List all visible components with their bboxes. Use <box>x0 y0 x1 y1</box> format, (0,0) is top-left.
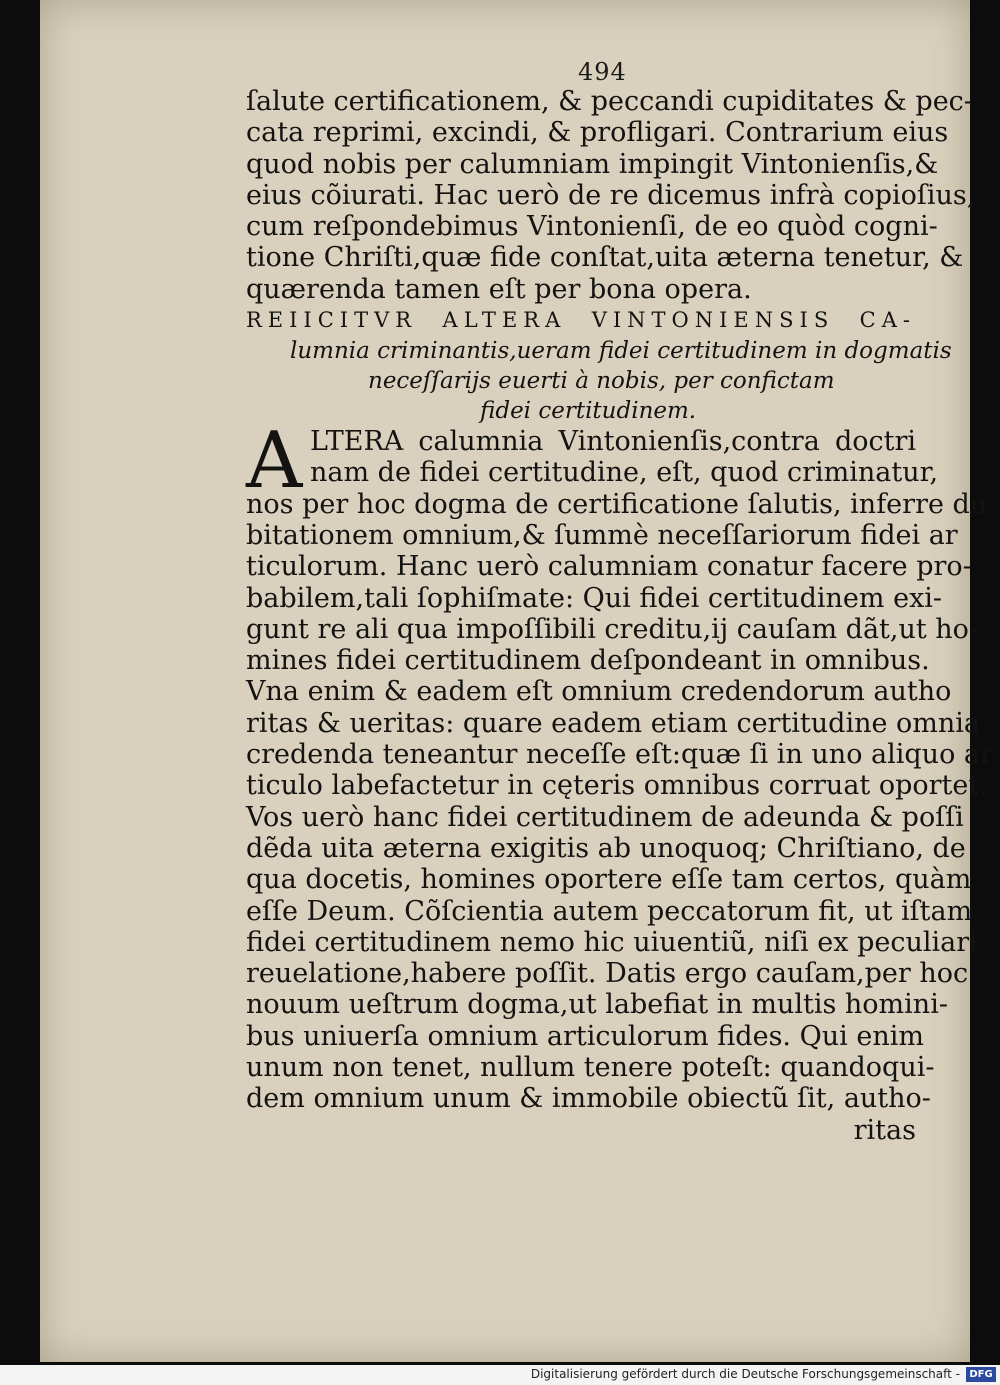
text-line: mines fidei certitudinem deſpondeant in omnibus. <box>246 645 930 677</box>
text-line: qua docetis, homines oportere eſſe tam certos, quàm <box>246 864 972 896</box>
heading-italic-line: lumnia criminantis,ueram fidei certitudinem in dogmatis <box>290 338 952 365</box>
text-line: unum non tenet, nullum tenere poteſt: quandoqui- <box>246 1052 935 1084</box>
text-line: reuelatione,habere poſſit. Datis ergo cauſam,per hoc <box>246 958 969 990</box>
text-line: gunt re ali qua impoſſibili creditu,ij cauſam dãt,ut ho- <box>246 613 979 645</box>
text-line: ritas & ueritas: quare eadem etiam certitudine omnia <box>246 707 981 739</box>
text-line: babilem,tali ſophiſmate: Qui fidei certitudinem exi- <box>246 582 943 614</box>
text-line: credenda teneantur neceſſe eſt:quæ ſi in uno aliquo ar <box>246 739 993 771</box>
text-line: ſalute certificationem, & peccandi cupiditates & pec- <box>246 86 973 117</box>
section-heading <box>246 305 952 426</box>
footer-bar <box>0 1365 1000 1385</box>
text-line: bus uniuerſa omnium articulorum fides. Qui enim <box>246 1020 924 1052</box>
text-line: quærenda tamen eſt per bona opera. <box>246 273 752 305</box>
text-line: eſſe Deum. Cõſcientia autem peccatorum fit, ut iſtam <box>246 895 973 927</box>
text-line: nouum ueſtrum dogma,ut labefiat in multis homini- <box>246 989 948 1021</box>
dfg-logo: DFG <box>966 1367 996 1382</box>
text-line: LTERA calumnia Vintonienſis,contra doctri <box>310 426 916 458</box>
text-line: ticulo labefactetur in cęteris omnibus corruat oportet. <box>246 770 988 802</box>
text-line: cum reſpondebimus Vintonienſi, de eo quòd cogni- <box>246 211 938 243</box>
text-line: bitationem omnium,& ſummè neceſſariorum fidei ar <box>246 519 958 551</box>
footer-text: Digitalisierung gefördert durch die Deutsche Forschungsgemeinschaft - <box>530 1367 960 1381</box>
heading-italic-line: fidei certitudinem. <box>480 398 697 425</box>
heading-italic-line: neceſſarijs euerti à nobis, per confictam <box>368 368 835 395</box>
page-number: 494 <box>578 58 627 86</box>
text-line: nam de fidei certitudine, eſt, quod criminatur, <box>310 457 939 489</box>
text-line: dẽda uita æterna exigitis ab unoquoq; Chriſtiano, de <box>246 832 966 864</box>
catchword: ritas <box>853 1114 916 1146</box>
paragraph-2 <box>246 416 993 1146</box>
text-line: eius cõiurati. Hac uerò de re dicemus infrà copioſius, <box>246 179 976 211</box>
drop-cap: A <box>246 416 303 507</box>
text-line: Vos uerò hanc fidei certitudinem de adeunda & poſſi <box>246 801 964 833</box>
heading-caps-line: REIICITVR ALTERA VINTONIENSIS CA- <box>246 308 916 333</box>
text-block <box>246 86 993 1146</box>
text-line: tione Chriſti,quæ fide conſtat,uita æterna tenetur, & <box>246 242 964 274</box>
text-line: ticulorum. Hanc uerò calumniam conatur facere pro- <box>246 551 972 583</box>
text-line: nos per hoc dogma de certificatione ſalutis, inferre du <box>246 488 988 520</box>
text-line: Vna enim & eadem eſt omnium credendorum autho <box>246 676 952 708</box>
text-line: dem omnium unum & immobile obiectũ ſit, autho- <box>246 1083 931 1115</box>
paragraph-1 <box>246 86 976 305</box>
text-line: cata reprimi, excindi, & profligari. Contrarium eius <box>246 117 949 149</box>
text-line: quod nobis per calumniam impingit Vintonienſis,& <box>246 148 939 180</box>
text-line: fidei certitudinem nemo hic uiuentiũ, niſi ex peculiari <box>246 926 978 958</box>
